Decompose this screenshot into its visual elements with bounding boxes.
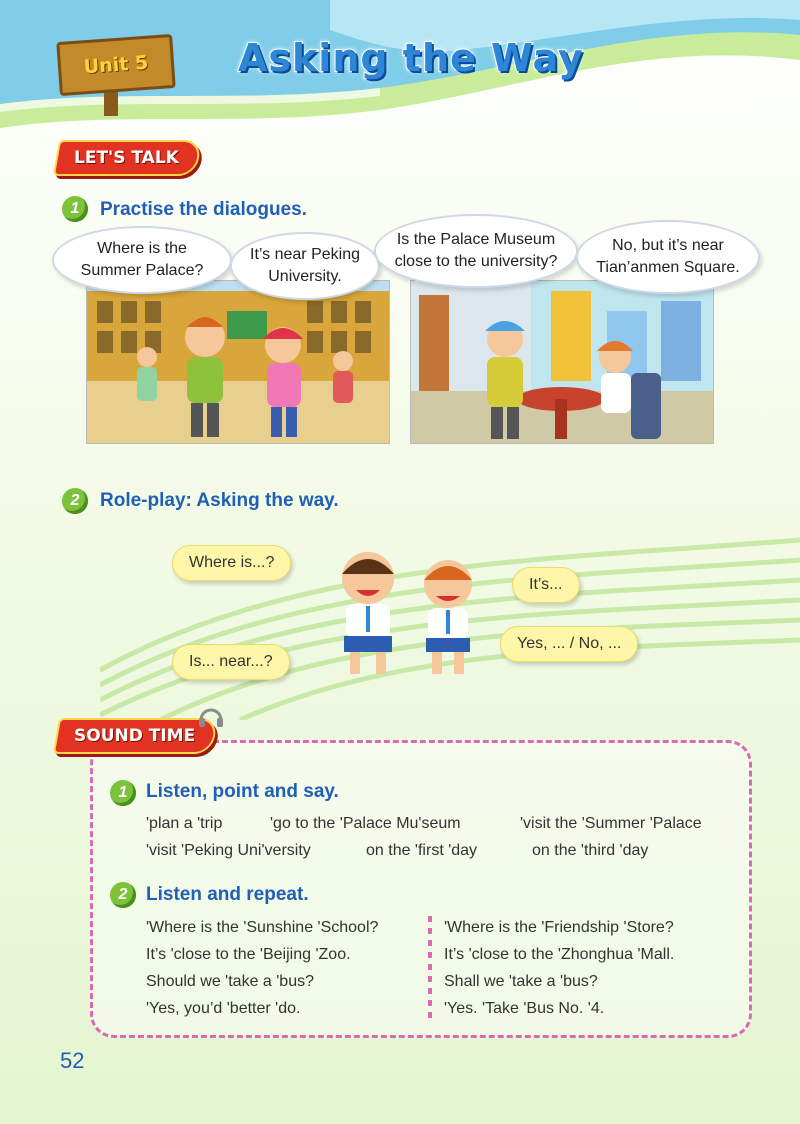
repeat-line: 'Yes. 'Take 'Bus No. '4. xyxy=(444,1000,605,1017)
section-number-badge: 1 xyxy=(62,196,88,222)
page-number: 52 xyxy=(60,1048,85,1073)
dialogue-text: No, but it’s near Tian’anmen Square. xyxy=(596,237,740,276)
phrase: on the 'third 'day xyxy=(532,842,649,859)
repeat-line: 'Where is the 'Friendship 'Store? xyxy=(444,919,674,936)
listen-repeat-heading: Listen and repeat. xyxy=(146,884,309,905)
repeat-line: 'Yes, you’d 'better 'do. xyxy=(146,1000,301,1017)
repeat-line: It’s 'close to the 'Beijing 'Zoo. xyxy=(146,946,351,963)
dialogue-text: Is the Palace Museum close to the university? xyxy=(394,231,558,270)
phrase: 'plan a 'trip xyxy=(146,815,223,832)
phrase: 'go to the 'Palace Mu'seum xyxy=(270,815,461,832)
unit-sign xyxy=(56,34,175,96)
prompt-bubble: Is... near...? xyxy=(172,644,290,680)
speech-bubble xyxy=(576,220,760,294)
sound-time-banner xyxy=(53,718,219,754)
section-number-badge: 1 xyxy=(110,780,136,806)
office-picture xyxy=(411,281,713,443)
column-divider xyxy=(428,916,432,1022)
page-title: Asking the Way xyxy=(238,36,584,80)
repeat-right-column xyxy=(444,914,674,1022)
speech-bubble xyxy=(230,232,380,300)
phrase: 'visit 'Peking Uni'versity xyxy=(146,842,311,859)
repeat-line: 'Where is the 'Sunshine 'School? xyxy=(146,919,379,936)
children-illustration xyxy=(326,548,496,680)
phrase: on the 'first 'day xyxy=(366,842,478,859)
lets-talk-label: LET'S TALK xyxy=(74,148,179,168)
section-number-badge: 2 xyxy=(62,488,88,514)
scene-office-illustration xyxy=(410,280,714,444)
prompt-bubble: It’s... xyxy=(512,567,580,603)
repeat-line: Should we 'take a 'bus? xyxy=(146,973,314,990)
scene-campus-illustration xyxy=(86,280,390,444)
dialogue-text: It’s near Peking University. xyxy=(250,246,360,285)
prompt-bubble: Yes, ... / No, ... xyxy=(500,626,638,662)
dialogue-text: Where is the Summer Palace? xyxy=(80,240,204,279)
lets-talk-banner xyxy=(53,140,202,176)
unit-label: Unit 5 xyxy=(83,51,149,79)
repeat-line: It’s 'close to the 'Zhonghua 'Mall. xyxy=(444,946,675,963)
phrase: 'visit the 'Summer 'Palace xyxy=(520,815,702,832)
speech-bubble xyxy=(52,226,232,294)
repeat-line: Shall we 'take a 'bus? xyxy=(444,973,598,990)
prompt-bubble: Where is...? xyxy=(172,545,291,581)
headphones-icon xyxy=(196,700,226,730)
sound-time-label: SOUND TIME xyxy=(74,726,196,746)
section-number-badge: 2 xyxy=(110,882,136,908)
repeat-left-column xyxy=(146,914,378,1022)
listen-point-say-heading: Listen, point and say. xyxy=(146,781,339,802)
speech-bubble xyxy=(374,214,578,288)
practise-heading: Practise the dialogues. xyxy=(100,199,307,220)
role-play-heading: Role-play: Asking the way. xyxy=(100,490,339,511)
campus-picture xyxy=(87,281,389,443)
